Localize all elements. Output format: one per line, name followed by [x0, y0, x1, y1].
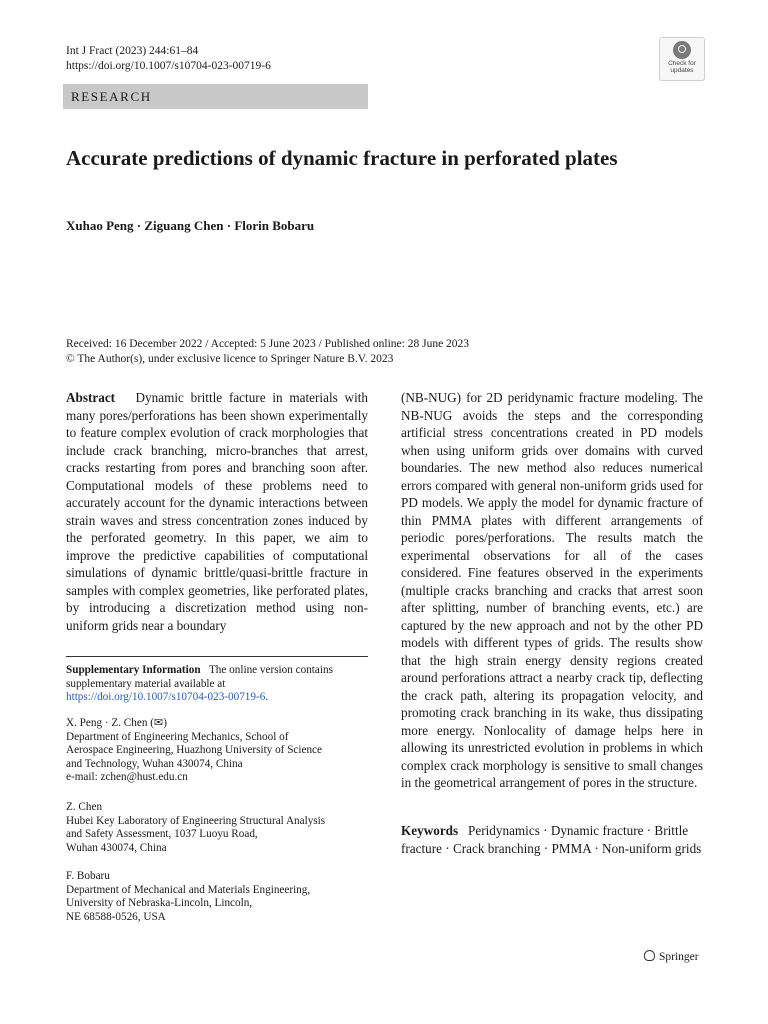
footnote-divider: [66, 656, 368, 657]
publisher-logo: [644, 950, 699, 963]
badge-line2: updates: [670, 67, 694, 74]
affiliation-line: University of Nebraska-Lincoln, Lincoln,: [66, 897, 253, 910]
journal-citation: Int J Fract (2023) 244:61–84: [66, 45, 199, 57]
affiliation-names: F. Bobaru: [66, 870, 110, 882]
supplementary-end: .: [265, 691, 269, 703]
badge-line1: Check for: [668, 60, 696, 67]
affiliation-line: and Technology, Wuhan 430074, China: [66, 757, 243, 770]
affiliation-line: Aerospace Engineering, Huazhong University of Science: [66, 744, 322, 757]
article-title: Accurate predictions of dynamic fracture in perforated plates: [66, 146, 618, 170]
supplementary-heading: Supplementary Information: [66, 664, 201, 676]
affiliation-line: Department of Engineering Mechanics, School of: [66, 730, 289, 743]
doi-link[interactable]: https://doi.org/10.1007/s10704-023-00719-6: [66, 60, 271, 72]
publisher-name: Springer: [659, 951, 699, 963]
dates-line: Received: 16 December 2022 / Accepted: 5 June 2023 / Published online: 28 June 2023: [66, 338, 470, 350]
abstract-paragraph-left: [66, 389, 368, 634]
keywords-heading: Keywords: [401, 823, 459, 838]
affiliation-3: [66, 870, 368, 924]
springer-horse-icon: [644, 950, 655, 961]
affiliation-line: Department of Mechanical and Materials Engineering,: [66, 883, 311, 896]
affiliation-line: and Safety Assessment, 1037 Luoyu Road,: [66, 828, 258, 841]
affiliation-email[interactable]: e-mail: zchen@hust.edu.cn: [66, 771, 188, 784]
affiliation-line: Wuhan 430074, China: [66, 841, 167, 854]
journal-header: [66, 44, 271, 74]
abstract-heading: Abstract: [66, 390, 116, 405]
copyright-line: © The Author(s), under exclusive licence to Springer Nature B.V. 2023: [66, 353, 394, 365]
publication-dates: [66, 337, 469, 367]
keywords-block: [401, 822, 703, 857]
affiliation-1: [66, 717, 368, 785]
supplementary-link[interactable]: https://doi.org/10.1007/s10704-023-00719-6: [66, 691, 266, 703]
abstract-right-column: [401, 389, 703, 792]
affiliation-line: NE 68588-0526, USA: [66, 910, 166, 923]
affiliation-names: Z. Chen: [66, 801, 103, 813]
abstract-text-left: Dynamic brittle facture in materials with many pores/perforations has been shown experimentally to feature complex evolution of crack morphologies that include crack branching, micro-branches that arrest, cracks restarting from pores and branching soon after. Computational models of these problems need to accurately account for the dynamic interactions between strain waves and stress concentration zones induced by the perforated geometry. In this paper, we aim to improve the predictive capabilities of computational simulations of dynamic brittle/quasi-brittle fracture in samples with complex geometries, like perforated plates, by introducing a discretization method using non-uniform grids near a boundary: [66, 390, 368, 633]
section-label: RESEARCH: [63, 84, 368, 109]
affiliation-names: X. Peng · Z. Chen (✉): [66, 717, 168, 729]
supplementary-info: [66, 664, 368, 705]
affiliation-2: [66, 801, 368, 855]
affiliation-line: Hubei Key Laboratory of Engineering Structural Analysis: [66, 814, 326, 827]
check-for-updates-icon: [673, 41, 691, 59]
check-for-updates-badge[interactable]: [659, 37, 705, 81]
abstract-text-right: (NB-NUG) for 2D peridynamic fracture modeling. The NB-NUG avoids the steps and the corresponding artificial stress concentrations created in PD models when using uniform grids over domains with curved boundaries. The new method also reduces numerical errors compared with general non-uniform grids used for PD models. We apply the model for dynamic fracture of thin PMMA plates with different arrangements of periodic pores/perforations. The results match the experimental observations for all of the cases considered. Fine features observed in the experiments (multiple cracks branching and cracks that arrest soon after splitting, number of branching events, etc.) are captured by the new approach and not by the other PD models with different types of grids. The results show that the high strain energy density regions created around perforations attract a nearby crack tip, deflecting the crack path, altering its propagation velocity, and promoting crack branching in its wake, thus dissipating more energy. Nonlocality of damage helps here in allowing its unrestricted evolution in problems in which complex crack morphology is sensitive to small changes in the geometrical arrangement of pores in the structure.: [401, 390, 703, 790]
supplementary-text: The online version contains supplementary material available at: [66, 664, 333, 690]
keywords-text: Peridynamics · Dynamic fracture · Brittle fracture · Crack branching · PMMA · Non-uniform grids: [401, 823, 702, 856]
abstract-left-column: [66, 389, 368, 634]
author-list: Xuhao Peng · Ziguang Chen · Florin Bobaru: [66, 218, 315, 233]
